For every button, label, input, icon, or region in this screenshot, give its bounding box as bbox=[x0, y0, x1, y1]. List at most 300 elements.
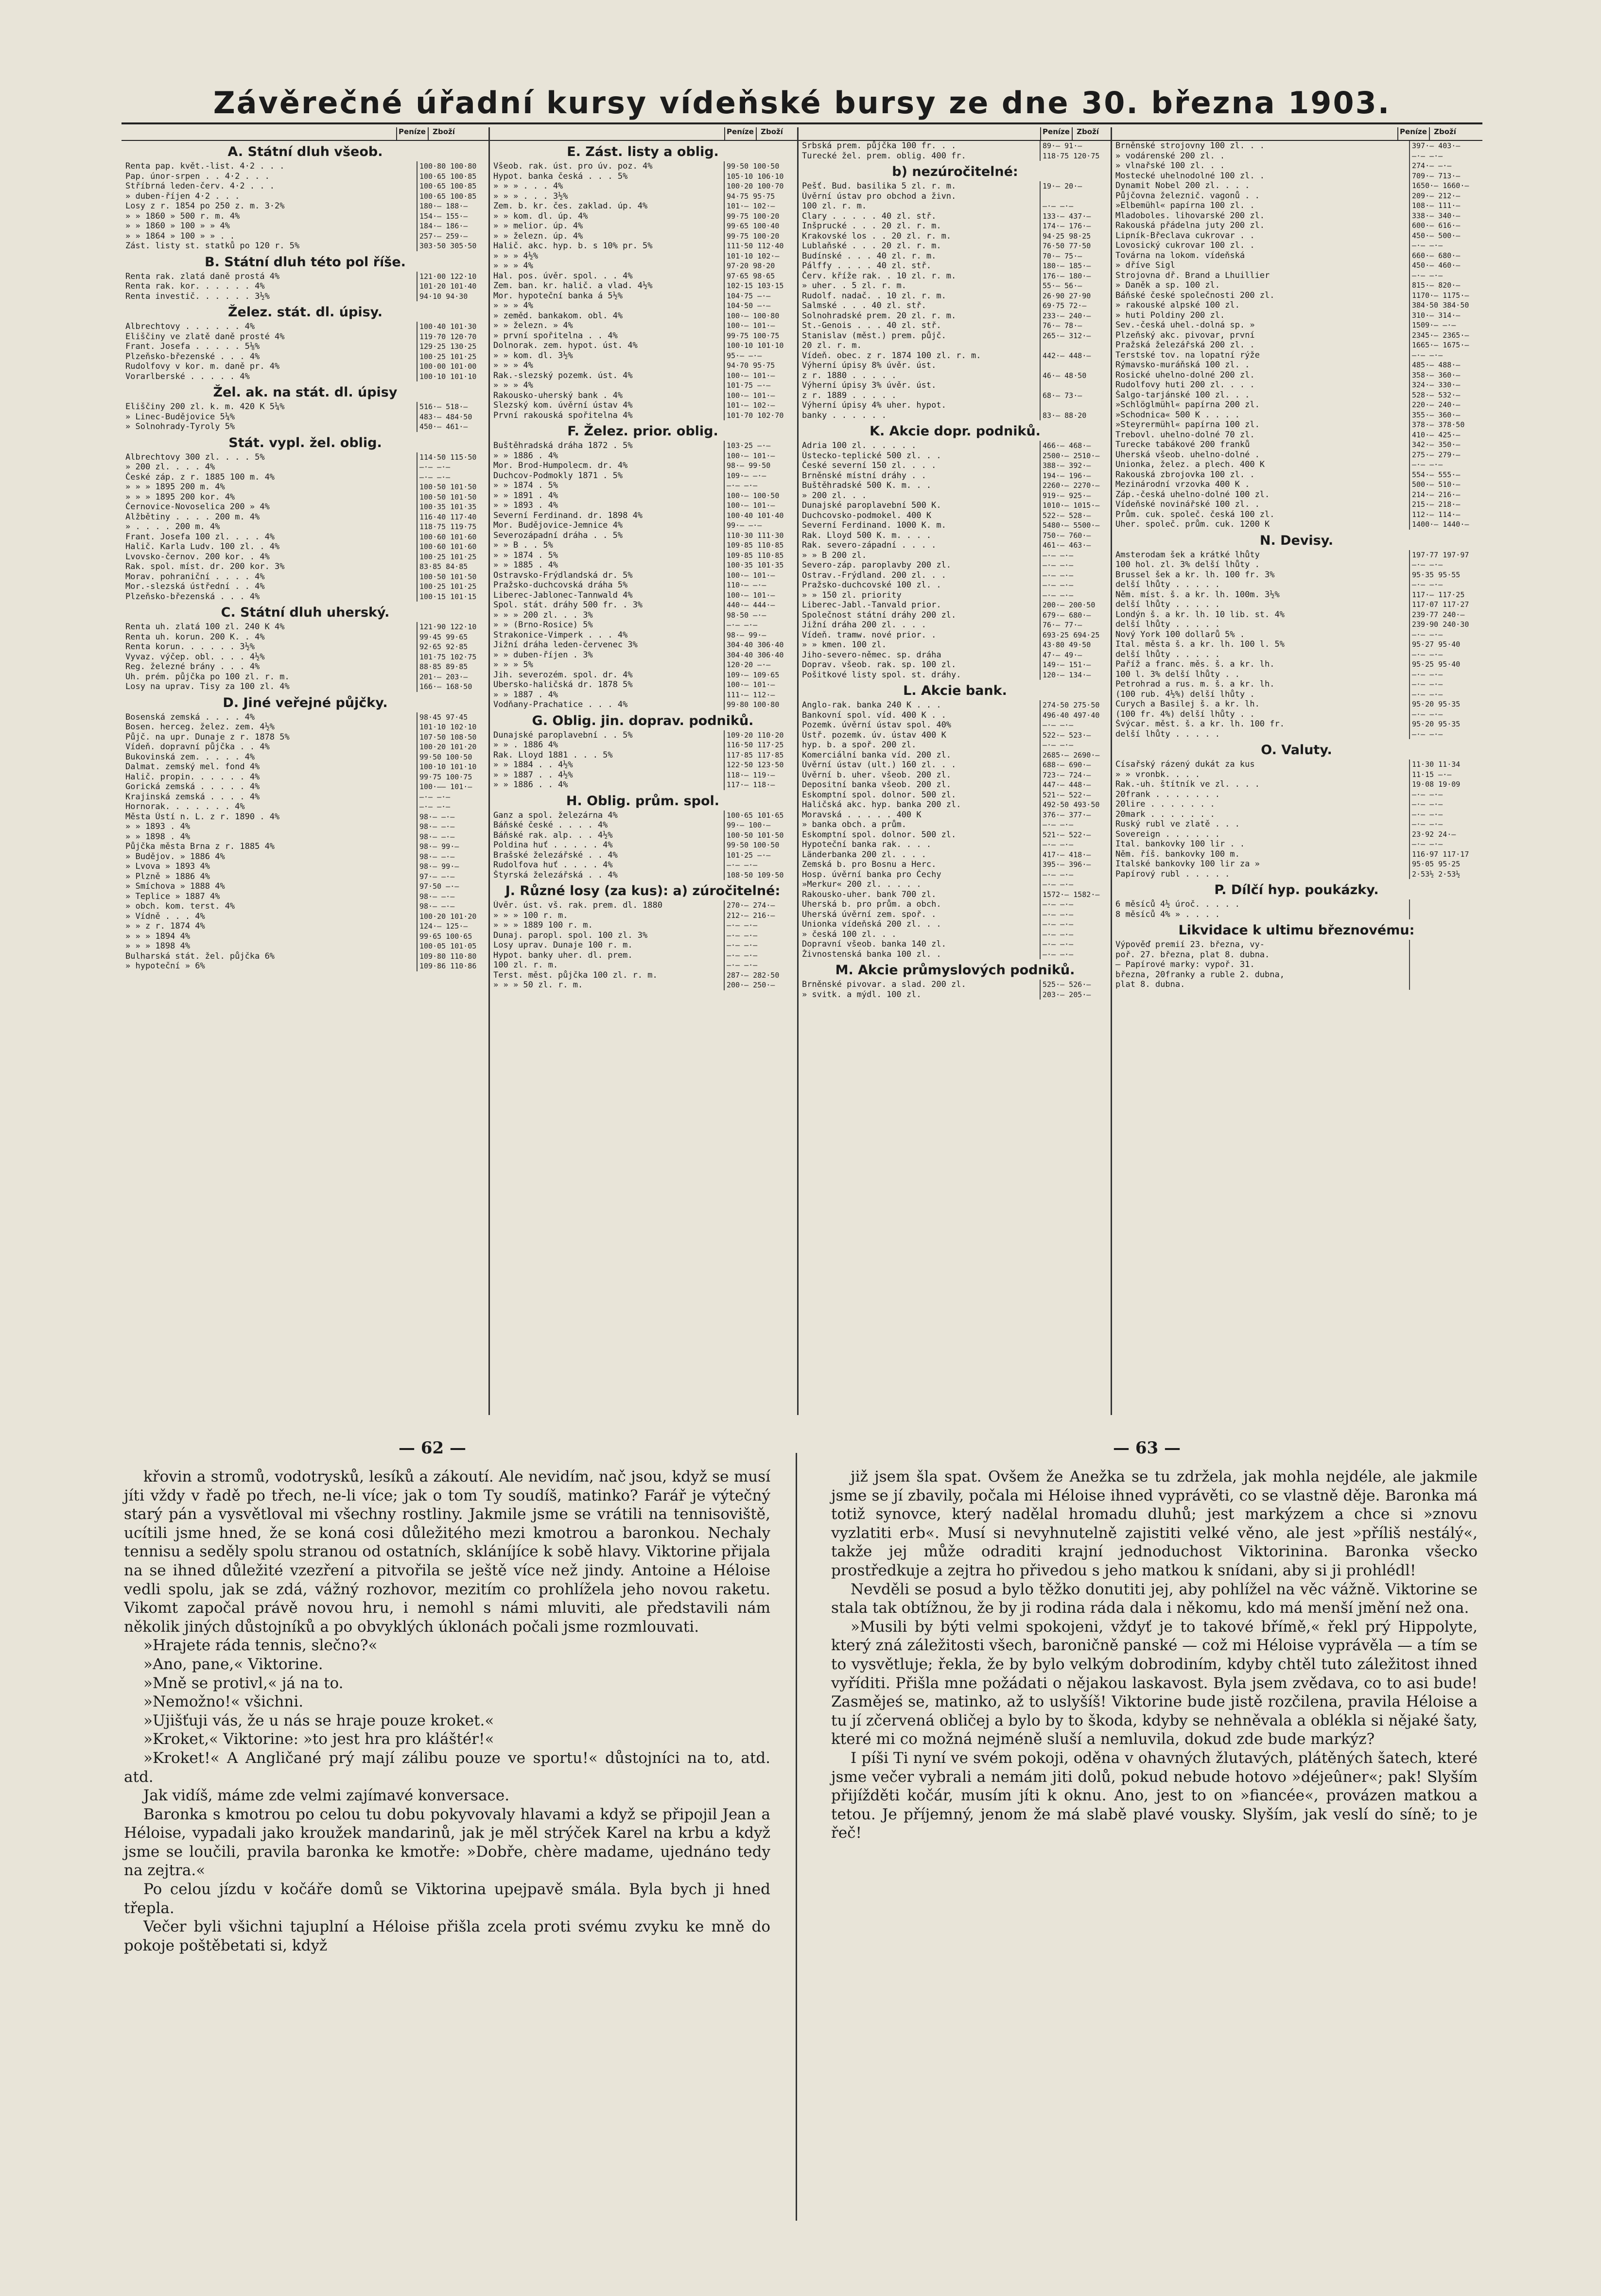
quote-row bbox=[493, 380, 792, 391]
quote-prices: 522·— 528·— bbox=[1040, 511, 1108, 521]
quote-prices: 104·75 —·— bbox=[724, 291, 792, 301]
quote-prices: 100·— 101·— bbox=[724, 570, 792, 581]
quote-row bbox=[125, 281, 485, 292]
quote-label: Petrohrad a rus. m. š. a kr. lh. bbox=[1115, 679, 1275, 689]
quote-row bbox=[1115, 350, 1478, 361]
quote-prices: —·— —·— bbox=[1409, 729, 1478, 740]
quote-row bbox=[493, 511, 792, 521]
quote-label: Ústř. pozemk. úv. ústav 400 K bbox=[802, 730, 946, 740]
quote-prices: 117·— 118·— bbox=[724, 780, 792, 790]
quote-prices: 95·— —·— bbox=[724, 351, 792, 361]
quote-label: delší lhůty . . . . . bbox=[1115, 729, 1220, 739]
quote-label: » » 1893 . 4% bbox=[125, 822, 191, 831]
quote-prices: 1509·— —·— bbox=[1409, 320, 1478, 330]
quote-label: 100 hol. zl. 3% delší lhůty . bbox=[1115, 560, 1260, 570]
quote-prices: 100·25 101·25 bbox=[417, 352, 485, 362]
quote-prices: 492·50 493·50 bbox=[1040, 800, 1108, 810]
quote-row bbox=[493, 730, 792, 741]
quote-row bbox=[493, 940, 792, 950]
quote-prices: 440·— 444·— bbox=[724, 600, 792, 610]
quote-row bbox=[493, 441, 792, 451]
quote-label: » 200 zl. . . bbox=[802, 490, 867, 501]
quote-label: Něm. míst. š. a kr. lh. 100m. 3½% bbox=[1115, 589, 1280, 600]
quote-prices: 101·— 102·— bbox=[724, 400, 792, 411]
quote-label: Rosické uhelno-dolné 200 zl. bbox=[1115, 370, 1255, 380]
quote-prices: 101·25 —·— bbox=[724, 850, 792, 861]
quote-row bbox=[493, 501, 792, 511]
quote-row bbox=[125, 722, 485, 732]
quote-prices: 99·75 100·20 bbox=[724, 211, 792, 222]
section-heading: Želez. stát. dl. úpisy. bbox=[227, 305, 383, 320]
quote-label: Bosen. herceg. želez. zem. 4½% bbox=[125, 722, 275, 732]
quote-row bbox=[1115, 460, 1478, 470]
quote-prices: 100·15 101·15 bbox=[417, 592, 485, 602]
quote-prices: 19·— 20·— bbox=[1040, 181, 1108, 191]
quote-row bbox=[802, 899, 1108, 910]
quote-prices: 688·— 690·— bbox=[1040, 760, 1108, 770]
quote-label: Depositní banka všeob. 200 zl. bbox=[802, 780, 952, 790]
quote-prices: —·— —·— bbox=[417, 792, 485, 802]
quote-label: » » 1874 . 5% bbox=[493, 481, 558, 490]
quote-prices: 100·35 101·35 bbox=[417, 502, 485, 512]
paragraph: »Ujišťuji vás, že u nás se hraje pouze kroket.« bbox=[143, 1711, 494, 1729]
paragraph: Nevděli se posud a bylo těžko donutiti jej, aby pohlížel na věc vážně. Viktorine se stala tak obtížnou, že by ji rodina ráda dala i někomu, kdo má menší jmění než ona. bbox=[831, 1580, 1478, 1617]
paragraph: Baronka s kmotrou po celou tu dobu pokyvovaly hlavami a když se připojil Jean a Héloise, vypadali jako kroužek mandarinů, jak je měl strýček Karel na krbu a když jsme se loučili, pravila baronka ke kmotře: »Dobře, chère madame, ujednáno tedy na zejtra.« bbox=[124, 1805, 770, 1880]
quote-label: Uh. prém. půjčka po 100 zl. r. m. bbox=[125, 672, 290, 682]
quote-prices: 100·80 100·80 bbox=[417, 161, 485, 172]
quote-prices: 214·— 216·— bbox=[1409, 490, 1478, 500]
section-heading: Žel. ak. na stát. dl. úpisy bbox=[213, 385, 398, 400]
quote-prices: 11·30 11·34 bbox=[1409, 760, 1478, 770]
quote-label: Hypot. banky uher. dl. prem. bbox=[493, 950, 633, 960]
quote-prices: 600·— 616·— bbox=[1409, 221, 1478, 231]
quote-label: Srbská prem. půjčka 100 fr. . . bbox=[802, 141, 957, 151]
quote-label: Mor. Budějovice-Jemnice 4% bbox=[493, 520, 623, 530]
quote-prices: 98·— —·— bbox=[417, 901, 485, 912]
quotes-column-2 bbox=[493, 141, 792, 1414]
quote-label: Brněnské strojovny 100 zl. . . bbox=[1115, 141, 1265, 151]
quote-prices: 2·53½ 2·53½ bbox=[1409, 869, 1478, 880]
quote-prices: 70·— 75·— bbox=[1040, 251, 1108, 261]
quote-label: Renta uh. zlatá 100 zl. 240 K 4% bbox=[125, 622, 285, 632]
quote-label: Hypot. banka česká . . . 5% bbox=[493, 171, 628, 181]
quote-prices bbox=[1040, 400, 1108, 411]
section-heading: K. Akcie dopr. podniků. bbox=[870, 424, 1041, 439]
quote-label: Curych a Basilej š. a kr. lh. bbox=[1115, 699, 1260, 709]
quote-label: Krajinská zemská . . . . 4% bbox=[125, 792, 260, 802]
quote-prices: 117·85 117·85 bbox=[724, 750, 792, 760]
quote-row bbox=[493, 600, 792, 610]
quote-prices: 274·— —·— bbox=[1409, 161, 1478, 171]
quote-row bbox=[125, 752, 485, 762]
quote-prices: 55·— 56·— bbox=[1040, 281, 1108, 291]
quote-prices: —·— —·— bbox=[1409, 350, 1478, 361]
quote-prices: —·— —·— bbox=[1040, 720, 1108, 730]
quote-row bbox=[802, 800, 1108, 810]
quote-prices: 693·25 694·25 bbox=[1040, 630, 1108, 640]
quote-row bbox=[125, 482, 485, 492]
quote-prices: 342·— 350·— bbox=[1409, 440, 1478, 450]
quote-row bbox=[493, 911, 792, 921]
quote-label: České severní 150 zl. . . . bbox=[802, 461, 937, 470]
quote-label: Duchcov-Podmokly 1871 . 5% bbox=[493, 470, 623, 481]
quote-prices: 109·86 110·86 bbox=[417, 961, 485, 971]
quote-label: Jižní dráha 200 zl. . . . bbox=[802, 620, 926, 630]
quote-label: České záp. z r. 1885 100 m. 4% bbox=[125, 472, 275, 482]
quote-row bbox=[802, 720, 1108, 730]
quote-label: » Lvova » 1893 4% bbox=[125, 862, 210, 871]
quote-row bbox=[1115, 340, 1478, 350]
quote-label: Jih. severozém. spol. dr. 4% bbox=[493, 670, 633, 680]
quote-prices: 97·20 98·20 bbox=[724, 261, 792, 271]
quote-row bbox=[493, 481, 792, 491]
quote-row bbox=[802, 211, 1108, 222]
quote-label: Bulharská stát. žel. půjčka 6% bbox=[125, 951, 275, 961]
quote-prices: 184·— 186·— bbox=[417, 221, 485, 231]
quote-label: Vodňany-Prachatice . . . 4% bbox=[493, 700, 628, 709]
quote-label: » » » 1894 4% bbox=[125, 931, 191, 941]
quote-row bbox=[493, 860, 792, 870]
quote-label: Severní Ferdinand. 1000 K. m. bbox=[802, 520, 946, 530]
quote-label: Solnohradské prem. 20 zl. r. m. bbox=[802, 311, 957, 321]
quote-prices: 26·90 27·90 bbox=[1040, 291, 1108, 301]
quote-row bbox=[802, 441, 1108, 451]
quote-prices: 98·— —·— bbox=[417, 832, 485, 842]
quote-label: St.-Genois . . . 40 zl. stř. bbox=[802, 321, 941, 330]
quote-label: » » 1860 » 100 » » 4% bbox=[125, 221, 230, 231]
quote-prices: 116·97 117·17 bbox=[1409, 849, 1478, 860]
quote-label: Uherská všeob. uhelno-dolné . bbox=[1115, 449, 1260, 460]
quote-row bbox=[1115, 679, 1478, 690]
quote-prices: 46·— 48·50 bbox=[1040, 371, 1108, 381]
section-heading: P. Dílčí hyp. poukázky. bbox=[1214, 882, 1379, 898]
quote-prices: 100·35 101·35 bbox=[724, 560, 792, 570]
quote-prices: —·— —·— bbox=[417, 472, 485, 483]
quote-row bbox=[802, 540, 1108, 551]
quote-label: Lublaňské . . . 20 zl. r. m. bbox=[802, 241, 941, 251]
quote-row bbox=[802, 620, 1108, 630]
quote-label: » » » 50 zl. r. m. bbox=[493, 980, 583, 990]
quote-row bbox=[802, 939, 1108, 949]
quote-row bbox=[1115, 580, 1478, 590]
quote-row bbox=[802, 820, 1108, 830]
quote-label: » » » 4% bbox=[493, 361, 533, 370]
quote-prices: —·— —·— bbox=[1040, 910, 1108, 920]
quote-row bbox=[802, 730, 1108, 741]
quote-prices: 95·25 95·40 bbox=[1409, 659, 1478, 670]
quote-label: Adria 100 zl. . . . . . bbox=[802, 441, 917, 450]
quote-label: Losy uprav. Dunaje 100 r. m. bbox=[493, 940, 633, 950]
quote-row bbox=[125, 832, 485, 842]
quote-prices: 100·50 101·50 bbox=[417, 482, 485, 492]
quote-row bbox=[125, 402, 485, 412]
quote-prices: 815·— 820·— bbox=[1409, 280, 1478, 291]
quote-row bbox=[802, 361, 1108, 371]
quote-prices: 239·90 240·30 bbox=[1409, 620, 1478, 630]
quote-label: » Plzně » 1886 4% bbox=[125, 871, 210, 881]
quote-label: Bankovní spol. víd. 400 K . . bbox=[802, 710, 946, 720]
quote-prices: 112·— 114·— bbox=[1409, 510, 1478, 520]
quote-row bbox=[493, 172, 792, 182]
quote-label: Pap. únor-srpen . . 4·2 . . . bbox=[125, 171, 270, 181]
quote-prices: 496·40 497·40 bbox=[1040, 710, 1108, 721]
quote-label: Plzeňsko-březenská . . . 4% bbox=[125, 591, 260, 602]
quote-prices: 99·— —·— bbox=[724, 520, 792, 531]
quote-label: Něm. říš. bankovky 100 m. bbox=[1115, 849, 1240, 859]
quote-prices: 98·— 99·50 bbox=[724, 461, 792, 471]
quote-row bbox=[1115, 659, 1478, 670]
quote-label: Papírový rubl . . . . . bbox=[1115, 869, 1230, 879]
quote-label: » Vídně . . . 4% bbox=[125, 911, 205, 921]
quote-label: » » » 1895 200 m. 4% bbox=[125, 482, 225, 492]
quote-row bbox=[802, 600, 1108, 610]
quote-row bbox=[1115, 560, 1478, 570]
quote-label: Stanislav (měst.) prem. půjč. bbox=[802, 330, 946, 341]
quote-label: Clary . . . . . 40 zl. stř. bbox=[802, 211, 937, 221]
quote-prices: 95·27 95·40 bbox=[1409, 639, 1478, 650]
section-heading: b) nezúročitelné: bbox=[892, 164, 1018, 179]
quote-label: »Merkur« 200 zl. . . . . bbox=[802, 880, 922, 889]
quote-prices: 521·— 522·— bbox=[1040, 830, 1108, 840]
quote-prices: —·— —·— bbox=[1409, 460, 1478, 470]
quote-row bbox=[493, 491, 792, 501]
quote-prices: 110·30 111·30 bbox=[724, 531, 792, 541]
quote-row bbox=[493, 920, 792, 931]
quote-prices: 98·— —·— bbox=[417, 812, 485, 822]
quote-row bbox=[125, 912, 485, 922]
quote-prices: 109·85 110·85 bbox=[724, 551, 792, 561]
quote-label: Paříž a franc. měs. š. a kr. lh. bbox=[1115, 659, 1275, 669]
quote-prices: —·— —·— bbox=[1409, 271, 1478, 281]
quote-label: » Daněk a sp. 100 zl. bbox=[1115, 280, 1220, 290]
column-separator bbox=[797, 127, 799, 1415]
quote-prices: —·— —·— bbox=[1409, 690, 1478, 700]
quote-row bbox=[802, 380, 1108, 391]
quote-prices: 233·— 240·— bbox=[1040, 311, 1108, 321]
column-separator bbox=[1111, 127, 1112, 1415]
quote-prices: 98·45 97·45 bbox=[417, 712, 485, 723]
quote-row bbox=[1115, 570, 1478, 580]
quote-prices: —·— —·— bbox=[724, 931, 792, 941]
quote-row bbox=[1115, 151, 1478, 161]
quote-label: Eskomptní spol. dolnor. 500 zl. bbox=[802, 790, 957, 800]
quote-prices: 108·50 109·50 bbox=[724, 870, 792, 880]
quote-label: » » kom. dl. 3½% bbox=[493, 350, 573, 361]
quote-label: Halič. propin. . . . . . 4% bbox=[125, 772, 260, 782]
quote-prices: 76·50 77·50 bbox=[1040, 241, 1108, 251]
quote-prices: —·— —·— bbox=[1409, 670, 1478, 680]
quote-label: Severo-záp. paroplavby 200 zl. bbox=[802, 560, 952, 570]
quote-label: Renta uh. korun. 200 K. . 4% bbox=[125, 632, 265, 642]
quote-prices bbox=[1409, 980, 1478, 990]
quote-label: Ruský rubl ve zlatě . . . bbox=[1115, 819, 1240, 829]
section-heading: L. Akcie bank. bbox=[903, 683, 1007, 698]
quote-label: Renta korun. . . . . . 3½% bbox=[125, 642, 255, 652]
quote-prices: 450·— 500·— bbox=[1409, 231, 1478, 241]
quote-label: Spol. stát. dráhy 500 fr. . 3% bbox=[493, 600, 643, 610]
quote-label: Zem. b. kr. čes. zaklad. úp. 4% bbox=[493, 201, 648, 211]
quote-row bbox=[125, 372, 485, 382]
quote-prices: 100·10 101·10 bbox=[417, 372, 485, 382]
quote-label: » vlnařské 100 zl. . . bbox=[1115, 161, 1225, 171]
quote-row bbox=[493, 970, 792, 981]
quote-label: Půjč. na upr. Dunaje z r. 1878 5% bbox=[125, 732, 290, 742]
quote-label: » » » 4% bbox=[493, 380, 533, 390]
quote-prices: 500·— 510·— bbox=[1409, 480, 1478, 490]
quote-row bbox=[125, 362, 485, 372]
quote-prices: 100·— 101·— bbox=[724, 321, 792, 331]
quote-prices: 100·50 101·50 bbox=[417, 492, 485, 502]
quote-row bbox=[802, 990, 1108, 1000]
quote-row bbox=[1115, 400, 1478, 410]
quote-prices: 100·50 101·50 bbox=[724, 830, 792, 841]
quote-prices: 101·— 102·— bbox=[724, 201, 792, 211]
quote-prices: 100·00 101·00 bbox=[417, 362, 485, 372]
quote-prices: 723·— 724·— bbox=[1040, 770, 1108, 780]
quote-row bbox=[493, 461, 792, 471]
quote-row bbox=[802, 491, 1108, 501]
quote-row bbox=[1115, 300, 1478, 311]
section-heading: O. Valuty. bbox=[1261, 742, 1332, 758]
quote-label: Strakonice-Vimperk . . . 4% bbox=[493, 630, 628, 640]
quote-prices: —·— —·— bbox=[1040, 939, 1108, 949]
quote-label: Duchcovsko-podmokel. 400 K bbox=[802, 510, 932, 520]
quote-row bbox=[1115, 610, 1478, 620]
quote-prices: 679·— 680·— bbox=[1040, 610, 1108, 621]
quote-prices: —·— —·— bbox=[1409, 560, 1478, 570]
quote-label: Haličská akc. hyp. banka 200 zl. bbox=[802, 800, 961, 810]
quote-prices bbox=[1409, 970, 1478, 980]
quote-row bbox=[1115, 779, 1478, 790]
quote-label: Renta rak. zlatá daně prostá 4% bbox=[125, 271, 280, 281]
quote-row bbox=[802, 830, 1108, 840]
quote-prices: 220·— 240·— bbox=[1409, 400, 1478, 410]
quote-prices: 95·05 95·25 bbox=[1409, 859, 1478, 869]
quote-row bbox=[493, 361, 792, 371]
quote-prices: 395·— 396·— bbox=[1040, 860, 1108, 870]
quote-label: Anglo-rak. banka 240 K . . . bbox=[802, 700, 941, 710]
quote-label: Albrechtovy 300 zl. . . . 5% bbox=[125, 452, 265, 462]
quote-label: Salmské . . . 40 zl. stř. bbox=[802, 301, 926, 311]
quote-row bbox=[802, 610, 1108, 621]
quote-row bbox=[1115, 899, 1478, 910]
quote-prices: 109·80 110·80 bbox=[417, 951, 485, 962]
quote-label: Mostecké uhelnodolné 100 zl. . bbox=[1115, 171, 1265, 181]
quote-prices: 117·— 117·25 bbox=[1409, 590, 1478, 600]
quote-row bbox=[493, 321, 792, 331]
paragraph: »Hrajete ráda tennis, slečno?« bbox=[143, 1637, 378, 1655]
quote-label: Uher. společ. prům. cuk. 1200 K bbox=[1115, 519, 1270, 529]
quote-label: » banka obch. a prům. bbox=[802, 820, 906, 829]
quote-row bbox=[1115, 311, 1478, 321]
quote-label: Renta rak. kor. . . . . . 4% bbox=[125, 281, 265, 291]
quote-prices: 94·25 98·25 bbox=[1040, 231, 1108, 242]
quote-row bbox=[125, 492, 485, 502]
quote-label: Císařský rázený dukát za kus bbox=[1115, 760, 1255, 769]
quote-label: Rakousko-uher. bank 700 zl. bbox=[802, 889, 937, 899]
quote-label: Buštěhradská dráha 1872 . 5% bbox=[493, 441, 633, 450]
section-heading: J. Různé losy (za kus): a) zúročitelné: bbox=[505, 883, 781, 898]
quote-row bbox=[125, 881, 485, 892]
quote-row bbox=[493, 640, 792, 650]
quote-prices: 19·08 19·09 bbox=[1409, 779, 1478, 790]
quote-row bbox=[802, 261, 1108, 271]
quote-row bbox=[493, 411, 792, 421]
quote-row bbox=[125, 211, 485, 222]
quote-row bbox=[125, 572, 485, 582]
quote-row bbox=[1115, 819, 1478, 829]
quote-label: Zem. ban. kr. halič. a vlad. 4½% bbox=[493, 281, 653, 291]
quote-prices: 95·20 95·35 bbox=[1409, 719, 1478, 729]
quote-row bbox=[1115, 430, 1478, 440]
quote-prices: 83·85 84·85 bbox=[417, 562, 485, 572]
quote-label: » » » . . . 3½% bbox=[493, 191, 568, 201]
quote-prices: 122·50 123·50 bbox=[724, 760, 792, 770]
quote-prices: 485·— 488·— bbox=[1409, 360, 1478, 370]
quote-prices: —·— —·— bbox=[1409, 580, 1478, 590]
quote-label: » hypoteční » 6% bbox=[125, 961, 205, 971]
quote-row bbox=[1115, 251, 1478, 261]
quote-prices: 215·— 218·— bbox=[1409, 500, 1478, 510]
quote-prices: —·— —·— bbox=[724, 620, 792, 630]
quote-prices: 98·50 —·— bbox=[724, 610, 792, 621]
quote-prices: —·— —·— bbox=[1409, 819, 1478, 829]
quote-prices: —·— —·— bbox=[1040, 930, 1108, 940]
quote-label: » obch. kom. terst. 4% bbox=[125, 901, 235, 911]
quote-label: Nový York 100 dollarů 5% . bbox=[1115, 629, 1245, 639]
quote-label: delší lhůty . . . . . bbox=[1115, 580, 1220, 589]
quote-prices: 92·65 92·85 bbox=[417, 642, 485, 652]
quote-row bbox=[125, 322, 485, 332]
quote-prices: 100·25 101·25 bbox=[417, 552, 485, 562]
quote-label: Dolnorak. zem. hypot. úst. 4% bbox=[493, 341, 638, 350]
paragraph: Jak vidíš, máme zde velmi zajímavé konversace. bbox=[143, 1787, 510, 1805]
quote-label: » svitk. a mýdl. 100 zl. bbox=[802, 989, 922, 1000]
quote-row bbox=[802, 181, 1108, 191]
quote-label: Plzeňský akc. pivovar, první bbox=[1115, 330, 1255, 340]
quote-prices: 97·— —·— bbox=[417, 872, 485, 882]
quote-label: 20 zl. r. m. bbox=[802, 341, 862, 350]
quote-label: z r. 1880 . . . . . bbox=[802, 370, 897, 380]
quote-row bbox=[125, 522, 485, 532]
quote-label: » » 1893 . 4% bbox=[493, 501, 558, 510]
quote-row bbox=[802, 710, 1108, 721]
quote-prices: 99·— 100·— bbox=[724, 820, 792, 830]
section-heading: Stát. vypl. žel. oblig. bbox=[228, 435, 382, 450]
quote-row bbox=[1115, 760, 1478, 770]
quote-label: Unionka vídeňská 200 zl. . . bbox=[802, 919, 941, 929]
quote-label: »Elbemühl« papírna 100 zl. . bbox=[1115, 201, 1255, 210]
quote-row bbox=[125, 272, 485, 282]
quote-label: Prům. cuk. společ. česká 100 zl. bbox=[1115, 509, 1275, 519]
quote-row bbox=[1115, 829, 1478, 840]
quote-prices: —·— —·— bbox=[1040, 740, 1108, 750]
quote-row bbox=[493, 850, 792, 861]
quote-prices: 95·20 95·35 bbox=[1409, 699, 1478, 709]
paragraph: »Nemožno!« všichni. bbox=[143, 1693, 304, 1711]
quote-label: Dopravní všeob. banka 140 zl. bbox=[802, 939, 946, 949]
quote-label: Albrechtovy . . . . . . 4% bbox=[125, 322, 255, 331]
quote-prices: —·— —·— bbox=[724, 860, 792, 870]
quote-row bbox=[802, 251, 1108, 261]
quote-row bbox=[1115, 510, 1478, 520]
quote-prices: 709·— 713·— bbox=[1409, 171, 1478, 181]
quote-label: Eskomptní spol. dolnor. 500 zl. bbox=[802, 829, 957, 840]
quote-label: » » » 1895 200 kor. 4% bbox=[125, 492, 235, 502]
quote-prices: 200·— 250·— bbox=[724, 980, 792, 990]
quote-row bbox=[802, 351, 1108, 361]
quote-row bbox=[493, 830, 792, 841]
